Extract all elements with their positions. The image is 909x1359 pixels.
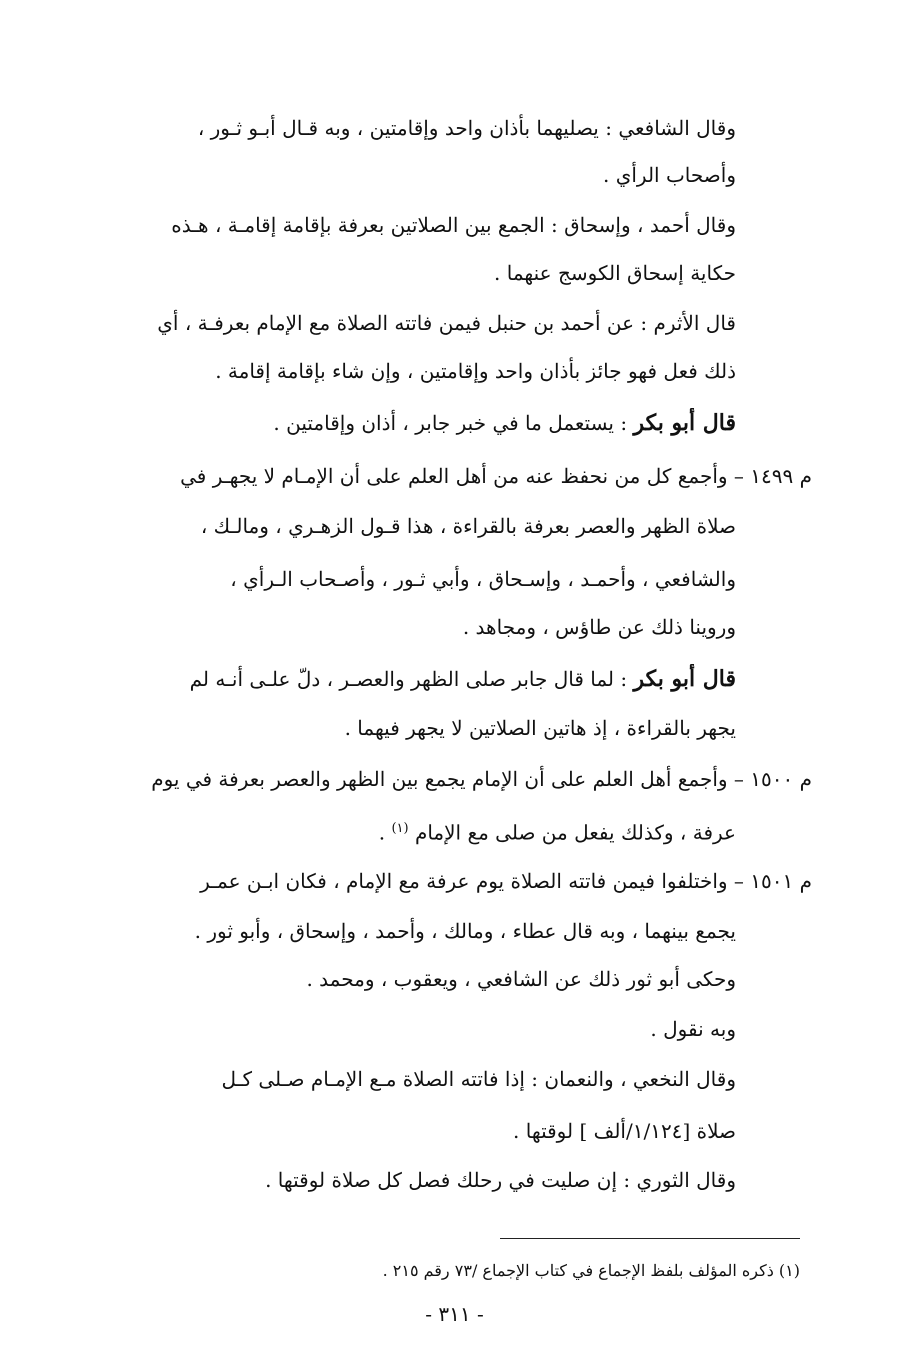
text-line: وبه نقول . [650,1017,736,1041]
text-line [96,664,736,694]
speaker-label: قال أبو بكر [633,666,736,692]
text-line: يجهر بالقراءة ، إذ هاتين الصلاتين لا يجهر فيهما . [344,716,736,740]
text-line: حكاية إسحاق الكوسج عنهما . [494,261,736,285]
text-span: : لما قال جابر صلى الظهر والعصـر ، دلّ علـى أنـه لم [189,667,628,691]
numbered-entry-1501: م ١٥٠١ – واختلفوا فيمن فاتته الصلاة يوم عرفة مع الإمام ، فكان ابـن عمـر [200,869,812,893]
numbered-entry-1499: م ١٤٩٩ – وأجمع كل من نحفظ عنه من أهل العلم على أن الإمـام لا يجهـر في [180,464,812,488]
text-line: ذلك فعل فهو جائز بأذان واحد وإقامتين ، وإن شاء بإقامة إقامة . [215,359,736,383]
text-line: وأصحاب الرأي . [603,163,736,187]
footnote-divider [500,1238,800,1239]
footnote-marker: (١) [391,821,409,836]
text-span: . [378,820,386,845]
text-line: والشافعي ، وأحمـد ، وإسـحاق ، وأبي ثـور ، وأصـحاب الـرأي ، [230,567,736,591]
text-line: صلاة [١/١٢٤/ألف ] لوقتها . [513,1119,736,1143]
text-line [96,408,736,438]
text-line [96,814,736,848]
text-span: عرفة ، وكذلك يفعل من صلى مع الإمام [414,820,736,845]
footnote: (١) ذكره المؤلف بلفظ الإجماع في كتاب الإجماع /٧٣ رقم ٢١٥ . [382,1261,800,1280]
speaker-label: قال أبو بكر [633,410,736,436]
page-number: - ٣١١ - [425,1302,484,1326]
text-line: وحكى أبو ثور ذلك عن الشافعي ، ويعقوب ، ومحمد . [306,967,736,991]
text-line: وقال النخعي ، والنعمان : إذا فاتته الصلاة مـع الإمـام صـلى كـل [221,1067,736,1091]
numbered-entry-1500: م ١٥٠٠ – وأجمع أهل العلم على أن الإمام يجمع بين الظهر والعصر بعرفة في يوم [151,767,812,791]
text-line: وقال الثوري : إن صليت في رحلك فصل كل صلاة لوقتها . [265,1168,736,1192]
text-line: صلاة الظهر والعصر بعرفة بالقراءة ، هذا قـول الزهـري ، ومالـك ، [200,514,736,538]
text-span: : يستعمل ما في خبر جابر ، أذان وإقامتين . [273,411,628,435]
text-line: يجمع بينهما ، وبه قال عطاء ، ومالك ، وأحمد ، وإسحاق ، وأبو ثور . [194,919,736,943]
text-line: قال الأثرم : عن أحمد بن حنبل فيمن فاتته الصلاة مع الإمام بعرفـة ، أي [157,311,736,335]
text-line: وقال الشافعي : يصليهما بأذان واحد وإقامتين ، وبه قـال أبـو ثـور ، [197,116,736,140]
text-line: وروينا ذلك عن طاؤس ، ومجاهد . [462,615,736,639]
text-line: وقال أحمد ، وإسحاق : الجمع بين الصلاتين بعرفة بإقامة إقامـة ، هـذه [171,213,736,237]
